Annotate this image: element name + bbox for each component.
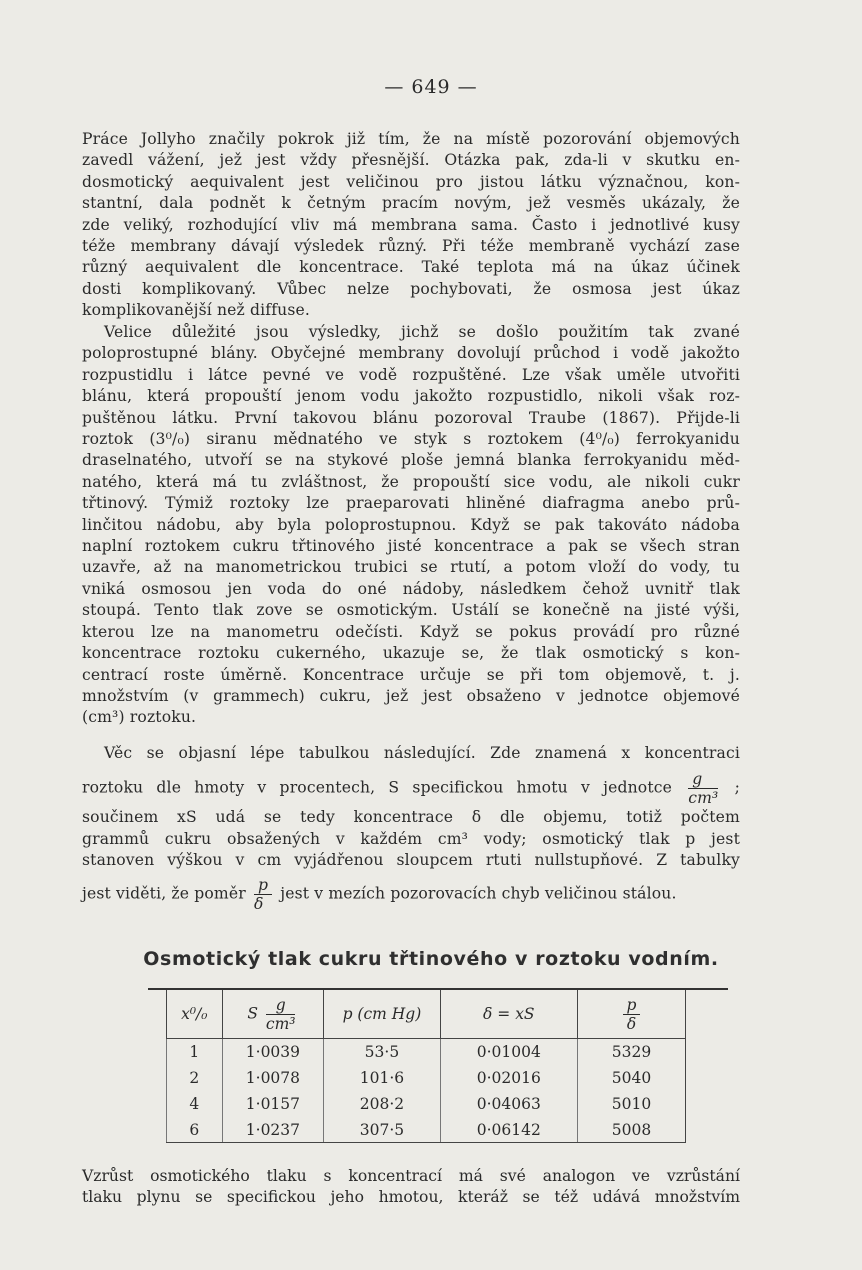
- table-cell: 2: [167, 1065, 223, 1091]
- table-cell: 0·04063: [440, 1091, 577, 1117]
- header-ratio-fraction: [623, 996, 641, 1033]
- text-line: linčitou nádobu, aby byla poloprostupnou. Když se pak takováto nádoba: [82, 515, 740, 534]
- table-row: [167, 1117, 686, 1143]
- table-title: Osmotický tlak cukru třtinového v roztoku vodním.: [143, 948, 719, 970]
- text-line-with-fraction: [82, 770, 740, 807]
- text-line: centrací roste úměrně. Koncentrace určuje se při tom objemově, t. j.: [82, 665, 740, 684]
- text-line: roztok (3⁰/₀) siranu mědnatého ve styk s roztokem (4⁰/₀) ferrokyanidu: [82, 430, 740, 449]
- data-table: [148, 988, 728, 1143]
- table-cell: 307·5: [324, 1117, 440, 1143]
- text-line: dosmotický aequivalent jest veličinou pro jistou látku význačnou, kon-: [82, 172, 740, 191]
- header-s-fraction: [266, 996, 296, 1033]
- table-row: [167, 1065, 686, 1091]
- text-line: Velice důležité jsou výsledky, jichž se došlo použitím tak zvané: [104, 323, 740, 341]
- text-line: zavedl vážení, jež jest vždy přesnější. Otázka pak, zda-li v skutku en-: [82, 151, 740, 170]
- text-line: stantní, dala podnět k četným pracím novým, jež vesměs ukázaly, že: [82, 194, 740, 213]
- paragraph-3: [82, 743, 740, 913]
- text-line: tlaku plynu se specifickou jeho hmotou, kteráž se též udává množstvím: [82, 1188, 740, 1207]
- text-line-with-fraction: [82, 876, 740, 913]
- table-cell: 5010: [577, 1091, 685, 1117]
- paragraph-4: [82, 1166, 740, 1209]
- header-x-percent: x⁰/₀: [167, 990, 223, 1039]
- header-concentration: δ = xS: [440, 990, 577, 1039]
- text-line: (cm³) roztoku.: [82, 708, 197, 727]
- table-cell: 0·02016: [440, 1065, 577, 1091]
- text-line: vniká osmosou jen voda do oné nádoby, následkem čehož uvnitř tlak: [82, 579, 740, 598]
- text-line: natého, která má tu zvláštnost, že propouští sice vodu, ale nikoli cukr: [82, 472, 740, 491]
- text-span: jest viděti, že poměr: [82, 884, 246, 903]
- text-line: koncentrace roztoku cukerného, ukazuje se, že tlak osmotický s kon-: [82, 644, 740, 663]
- fraction-numerator: p: [254, 876, 272, 895]
- text-line: dosti komplikovaný. Vůbec nelze pochybovati, že osmosa jest úkaz: [82, 279, 740, 298]
- table-cell: 1·0078: [222, 1065, 324, 1091]
- fraction-denominator: cm³: [265, 1014, 296, 1033]
- text-line: součinem xS udá se tedy koncentrace δ dle objemu, totiž počtem: [82, 808, 740, 827]
- fraction-numerator: p: [623, 996, 641, 1015]
- text-line: blánu, která propouští jenom vodu jakožto rozpustidlo, nikoli však roz-: [82, 387, 740, 406]
- text-line: kterou lze na manometru odečísti. Když se pokus provádí pro různé: [82, 622, 740, 641]
- table-cell: 1·0157: [222, 1091, 324, 1117]
- table-cell: 0·06142: [440, 1117, 577, 1143]
- text-line: různý aequivalent dle koncentrace. Také teplota má na úkaz účinek: [82, 258, 740, 277]
- fraction-denominator: cm³: [688, 789, 719, 808]
- text-line: grammů cukru obsažených v každém cm³ vody; osmotický tlak p jest: [82, 829, 740, 848]
- text-line: množstvím (v grammech) cukru, jež jest obsaženo v jednotce objemové: [82, 686, 740, 705]
- text-line: uzavře, až na manometrickou trubici se rtutí, a potom vloží do vody, tu: [82, 558, 740, 577]
- table-cell: 53·5: [324, 1039, 440, 1066]
- header-specific-mass: [222, 990, 324, 1039]
- text-line: poloprostupné blány. Obyčejné membrany dovolují průchod i vodě jakožto: [82, 344, 740, 363]
- text-line: Vzrůst osmotického tlaku s koncentrací má své analogon ve vzrůstání: [82, 1167, 740, 1185]
- text-line: draselnatého, utvoří se na stykové ploše jemná blanka ferrokyanidu měd-: [82, 451, 740, 470]
- text-span: jest v mezích pozorovacích chyb veličinou stálou.: [280, 884, 677, 903]
- table-cell: 208·2: [324, 1091, 440, 1117]
- table-bottom-rule: [166, 1142, 686, 1143]
- table-cell: 1·0237: [222, 1117, 324, 1143]
- fraction-numerator: g: [688, 770, 718, 789]
- table-cell: 5040: [577, 1065, 685, 1091]
- header-s-label: S: [247, 1004, 258, 1022]
- table-cell: 1: [167, 1039, 223, 1066]
- fraction-denominator: δ: [253, 894, 264, 913]
- text-span: ;: [734, 778, 741, 797]
- fraction-denominator: δ: [626, 1014, 637, 1033]
- text-line: rozpustidlu i látce pevné ve vodě rozpuštěné. Lze však uměle utvořiti: [82, 365, 740, 384]
- text-line: naplní roztokem cukru třtinového jisté koncentrace a pak se všech stran: [82, 537, 740, 556]
- text-span: roztoku dle hmoty v procentech, S specifickou hmotu v jednotce: [82, 778, 673, 797]
- text-line: stanoven výškou v cm vyjádřenou sloupcem rtuti nullstupňové. Z tabulky: [82, 851, 740, 870]
- text-line: komplikovanější než diffuse.: [82, 301, 310, 320]
- paragraph-1: [82, 129, 740, 322]
- table-cell: 1·0039: [222, 1039, 324, 1066]
- ratio-fraction: [254, 876, 272, 913]
- paragraph-2: [82, 322, 740, 729]
- text-line: téže membrany dávají výsledek různý. Při téže membraně vychází zase: [82, 237, 740, 256]
- table-row: [167, 1091, 686, 1117]
- page-number: — 649 —: [384, 76, 478, 98]
- unit-fraction: [688, 770, 718, 807]
- text-line: puštěnou látku. První takovou blánu pozoroval Traube (1867). Přijde-li: [82, 408, 740, 427]
- table-cell: 6: [167, 1117, 223, 1143]
- header-ratio: [577, 990, 685, 1039]
- text-line: zde veliký, rozhodující vliv má membrana sama. Často i jednotlivé kusy: [82, 215, 740, 234]
- table-cell: 0·01004: [440, 1039, 577, 1066]
- table-row: [167, 1039, 686, 1066]
- text-line: Práce Jollyho značily pokrok již tím, že na místě pozorování objemových: [82, 130, 740, 148]
- table-cell: 5008: [577, 1117, 685, 1143]
- text-line: stoupá. Tento tlak zove se osmotickým. Ustálí se konečně na jisté výši,: [82, 601, 740, 620]
- header-pressure: p (cm Hg): [324, 990, 440, 1039]
- fraction-numerator: g: [266, 996, 296, 1015]
- table-header-row: [167, 990, 686, 1039]
- text-line: třtinový. Týmiž roztoky lze praeparovati hliněné diafragma anebo prů-: [82, 494, 740, 513]
- text-line: Věc se objasní lépe tabulkou následující. Zde znamená x koncentraci: [104, 744, 740, 762]
- table-cell: 4: [167, 1091, 223, 1117]
- table-cell: 5329: [577, 1039, 685, 1066]
- table-cell: 101·6: [324, 1065, 440, 1091]
